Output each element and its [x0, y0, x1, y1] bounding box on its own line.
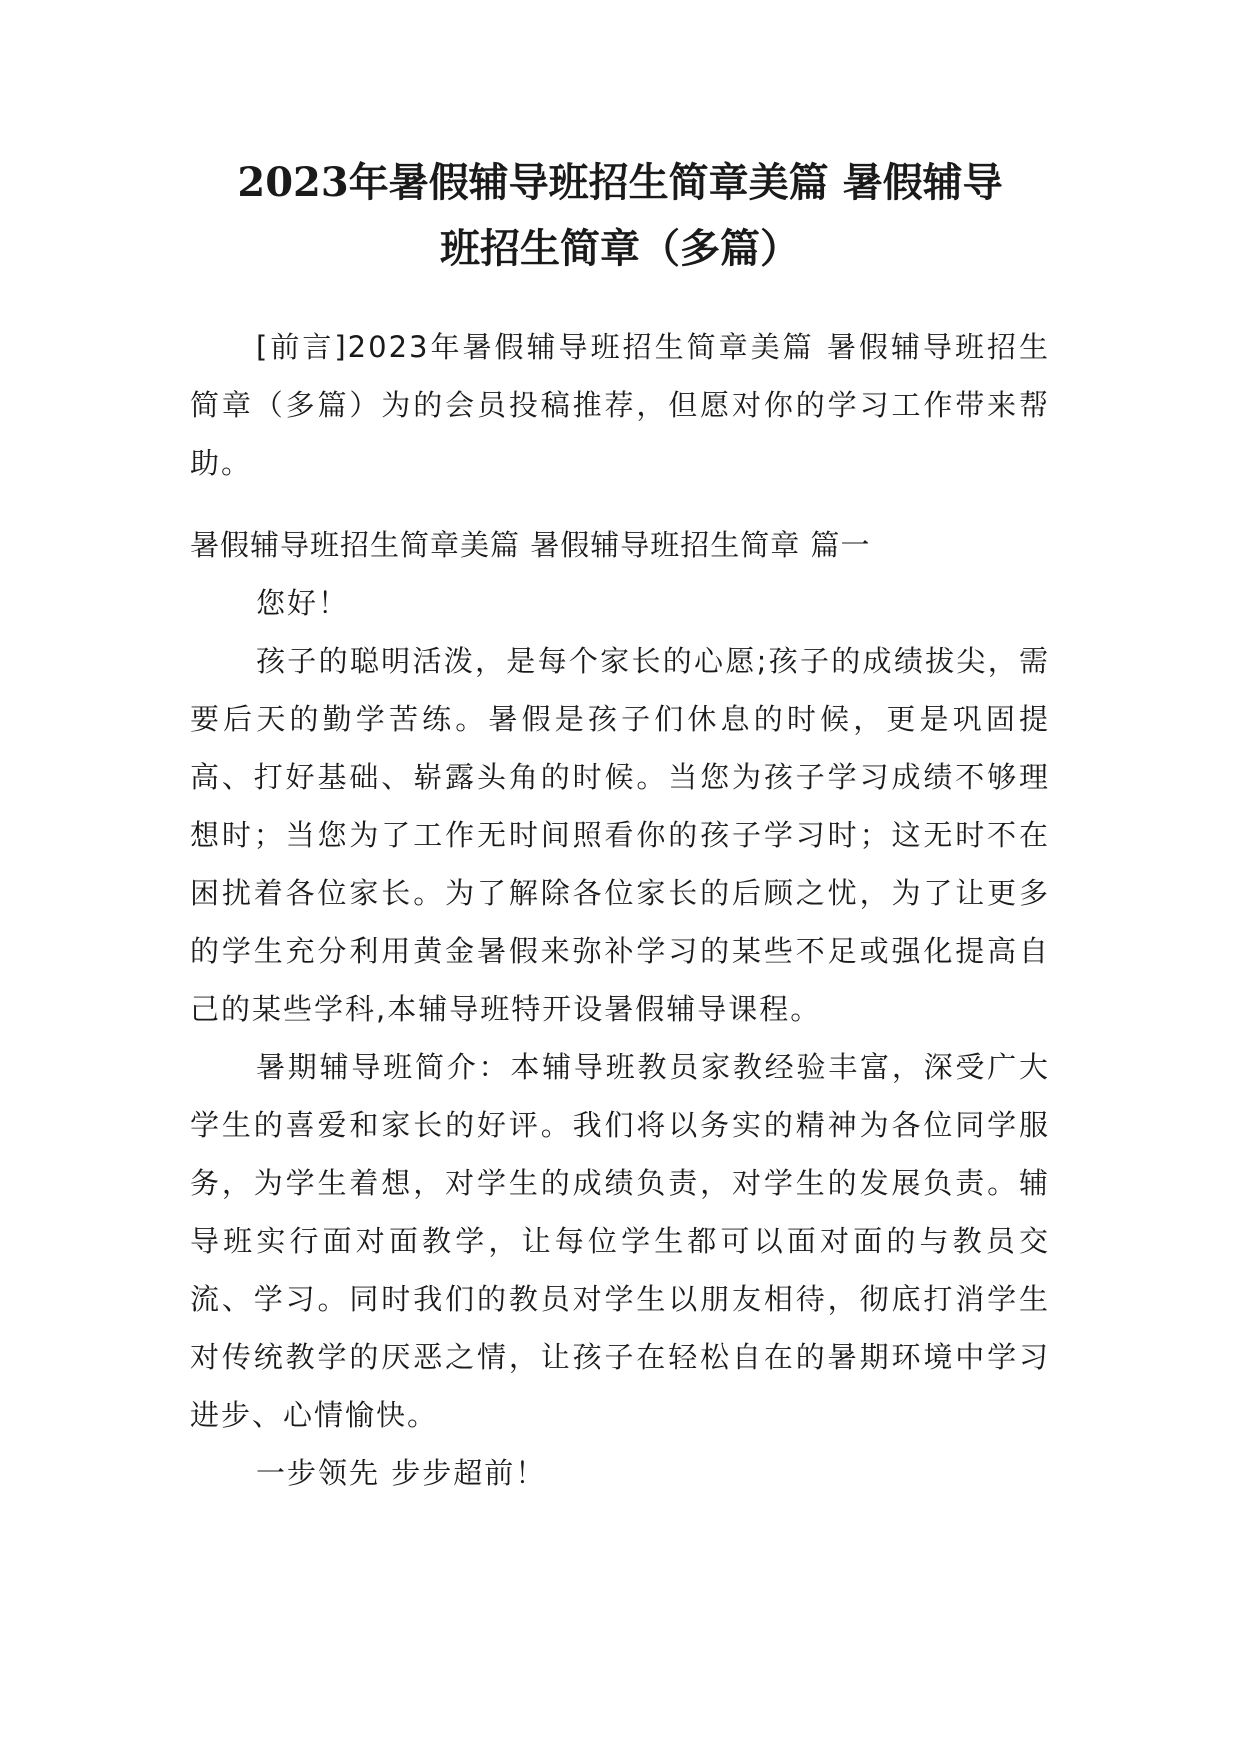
title-line-2: 班招生简章（多篇） [440, 225, 800, 272]
slogan: 一步领先 步步超前！ [256, 1456, 547, 1490]
preface-block [190, 318, 1050, 492]
section-heading: 暑假辅导班招生简章美篇 暑假辅导班招生简章 篇一 [190, 528, 871, 562]
preface-paragraph: [前言]2023年暑假辅导班招生简章美篇 暑假辅导班招生简章（多篇）为的会员投稿推荐，但愿对你的学习工作带来帮助。 [190, 330, 1050, 480]
body-paragraph-2: 暑期辅导班简介：本辅导班教员家教经验丰富，深受广大学生的喜爱和家长的好评。我们将以务实的精神为各位同学服务，为学生着想，对学生的成绩负责，对学生的发展负责。辅导班实行面对面教学，让每位学生都可以面对面的与教员交流、学习。同时我们的教员对学生以朋友相待，彻底打消学生对传统教学的厌恶之情，让孩子在轻松自在的暑期环境中学习进步、心情愉快。 [190, 1050, 1050, 1432]
title-line-1: 2023年暑假辅导班招生简章美篇 暑假辅导 [237, 159, 1003, 206]
document-title [180, 150, 1060, 282]
body-paragraph-1: 孩子的聪明活泼，是每个家长的心愿;孩子的成绩拔尖，需要后天的勤学苦练。暑假是孩子们休息的时候，更是巩固提高、打好基础、崭露头角的时候。当您为孩子学习成绩不够理想时；当您为了工作无时间照看你的孩子学习时；这无时不在困扰着各位家长。为了解除各位家长的后顾之忧，为了让更多的学生充分利用黄金暑假来弥补学习的某些不足或强化提高自己的某些学科,本辅导班特开设暑假辅导课程。 [190, 644, 1050, 1026]
greeting: 您好！ [256, 586, 350, 620]
section-body [190, 516, 1050, 1502]
